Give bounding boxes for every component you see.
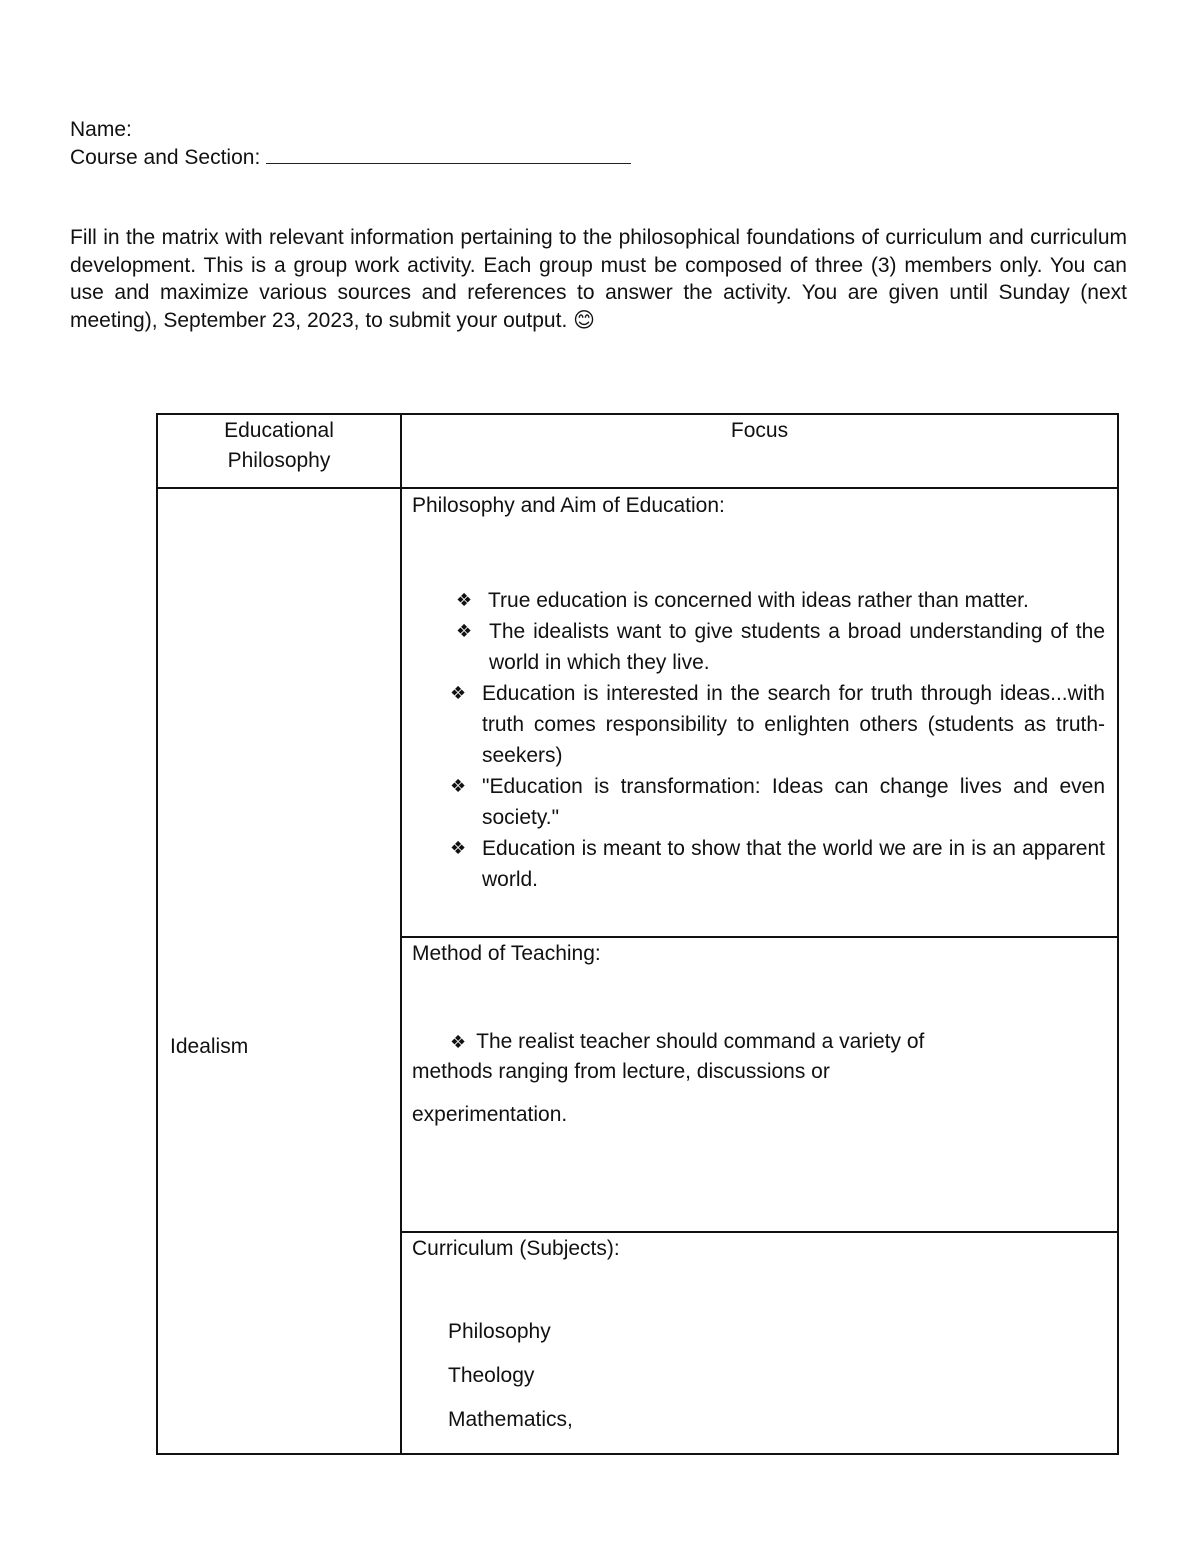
diamond-bullet-icon: ❖	[450, 838, 467, 858]
diamond-bullet-icon: ❖	[456, 621, 473, 641]
diamond-bullet-icon: ❖	[450, 1032, 467, 1052]
header-line-1: Educational	[224, 419, 334, 442]
list-item: Mathematics,	[448, 1408, 573, 1431]
instructions-paragraph: Fill in the matrix with relevant information pertaining to the philosophical foundations of curriculum and curriculum development. This is a group work activity. Each group must be composed of three (3) members only. You can use and maximize various sources and references to answer the activity. You are given until Sunday (next meeting), September 23, 2023, to submit your output. 😊	[70, 226, 1127, 332]
diamond-bullet-icon: ❖	[450, 683, 467, 703]
list-item: Theology	[448, 1364, 535, 1387]
course-section-row	[70, 143, 631, 171]
method-cell[interactable]	[401, 937, 1118, 1232]
curriculum-title: Curriculum (Subjects):	[412, 1237, 620, 1260]
header-line-2: Philosophy	[227, 449, 331, 472]
list-item: Philosophy	[448, 1320, 551, 1343]
header-focus: Focus	[401, 414, 1118, 488]
diamond-bullet-icon: ❖	[450, 776, 467, 796]
list-item: ❖ "Education is transformation: Ideas can change lives and even society."	[412, 771, 1105, 833]
header-educational-philosophy	[157, 414, 401, 488]
course-section-blank[interactable]	[266, 143, 631, 164]
method-bullet: ❖ The realist teacher should command a variety of	[450, 1030, 925, 1053]
philosophy-matrix	[156, 413, 1119, 1455]
list-item: ❖ The idealists want to give students a broad understanding of the world in which they live.	[412, 616, 1105, 678]
philosophy-cell	[157, 488, 401, 1454]
course-section-label: Course and Section:	[70, 146, 261, 169]
method-line-3: experimentation.	[412, 1103, 568, 1126]
method-title: Method of Teaching:	[412, 942, 601, 965]
list-item: ❖ True education is concerned with ideas rather than matter.	[412, 585, 1105, 616]
method-line-2: methods ranging from lecture, discussions or	[412, 1060, 830, 1083]
aim-title: Philosophy and Aim of Education:	[412, 494, 725, 517]
aim-cell[interactable]	[401, 488, 1118, 937]
list-item: ❖ Education is meant to show that the world we are in is an apparent world.	[412, 833, 1105, 895]
curriculum-cell[interactable]	[401, 1232, 1118, 1454]
subject-list	[412, 1310, 1105, 1442]
diamond-bullet-icon: ❖	[456, 590, 473, 610]
list-item: ❖ Education is interested in the search for truth through ideas...with truth comes responsibility to enlighten others (students as truth-seekers)	[412, 678, 1105, 771]
philosophy-name: Idealism	[170, 1035, 249, 1058]
name-label: Name:	[70, 118, 132, 141]
aim-bullet-list	[412, 585, 1105, 895]
